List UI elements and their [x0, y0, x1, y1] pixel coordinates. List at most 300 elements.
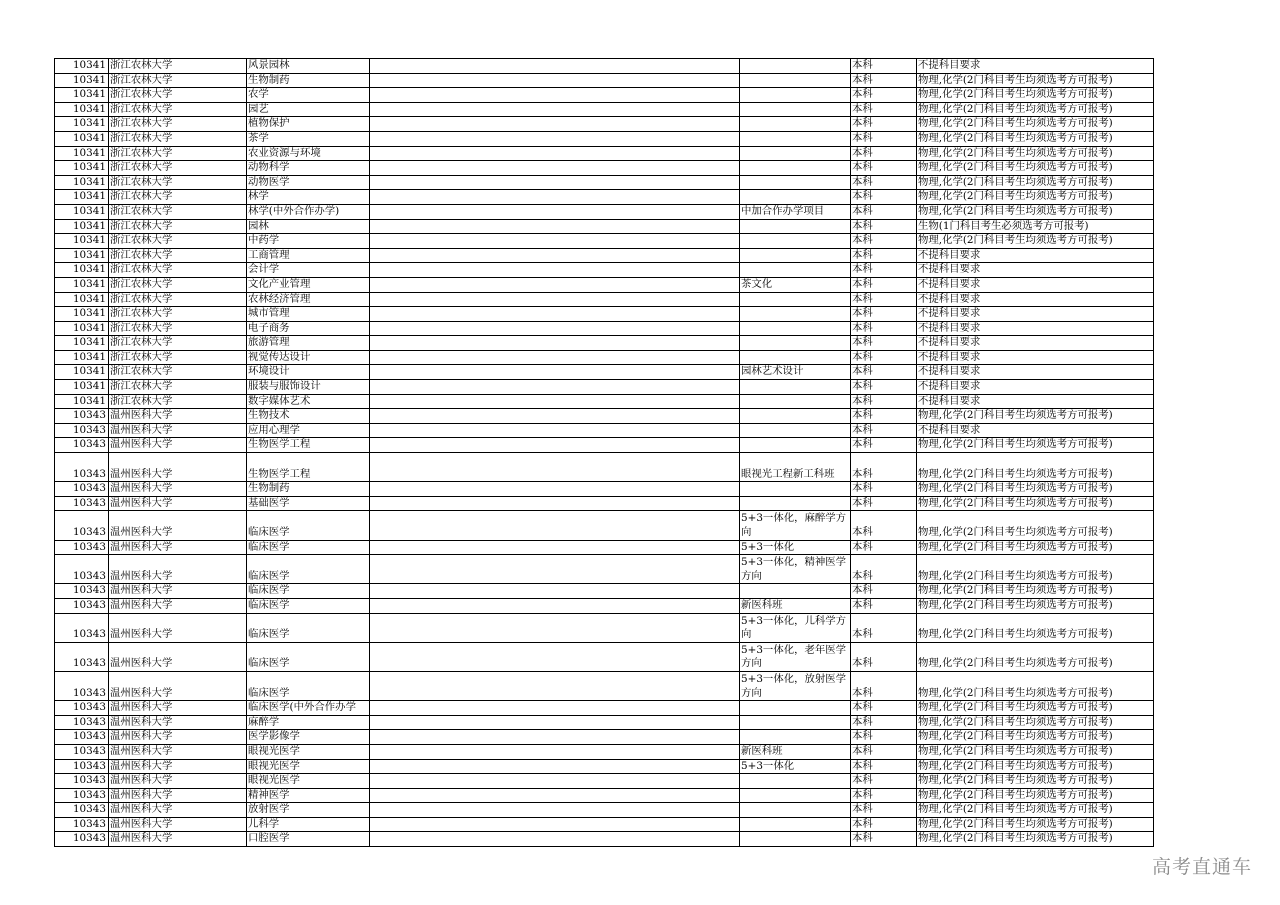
school-name-cell: 浙江农林大学: [109, 146, 247, 161]
major-name-cell: 园林: [247, 219, 370, 234]
level-cell: 本科: [851, 642, 917, 671]
table-row: [55, 307, 1154, 322]
major-name-cell: 林学: [247, 190, 370, 205]
school-code-cell: 10341: [55, 380, 109, 395]
major-note-cell: 眼视光工程新工科班: [740, 453, 851, 482]
school-name-cell: 浙江农林大学: [109, 380, 247, 395]
subject-requirement-cell: 物理,化学(2门科目考生均须选考方可报考): [917, 715, 1154, 730]
subject-requirement-cell: 物理,化学(2门科目考生均须选考方可报考): [917, 117, 1154, 132]
subject-requirement-cell: 物理,化学(2门科目考生均须选考方可报考): [917, 774, 1154, 789]
subject-requirement-cell: 物理,化学(2门科目考生均须选考方可报考): [917, 453, 1154, 482]
major-name-cell: 文化产业管理: [247, 277, 370, 292]
subject-requirement-cell: 物理,化学(2门科目考生均须选考方可报考): [917, 730, 1154, 745]
table-row: [55, 350, 1154, 365]
subject-requirement-cell: 物理,化学(2门科目考生均须选考方可报考): [917, 540, 1154, 555]
empty-cell: [370, 701, 740, 716]
major-name-cell: 工商管理: [247, 248, 370, 263]
school-code-cell: 10341: [55, 161, 109, 176]
school-name-cell: 浙江农林大学: [109, 263, 247, 278]
school-name-cell: 温州医科大学: [109, 744, 247, 759]
major-name-cell: 茶学: [247, 131, 370, 146]
empty-cell: [370, 234, 740, 249]
school-name-cell: 温州医科大学: [109, 817, 247, 832]
school-name-cell: 浙江农林大学: [109, 88, 247, 103]
table-body: [55, 59, 1154, 847]
empty-cell: [370, 511, 740, 540]
empty-cell: [370, 817, 740, 832]
school-code-cell: 10341: [55, 292, 109, 307]
major-note-cell: [740, 102, 851, 117]
subject-requirement-cell: 不提科目要求: [917, 59, 1154, 74]
school-code-cell: 10341: [55, 350, 109, 365]
table-row: [55, 817, 1154, 832]
school-name-cell: 浙江农林大学: [109, 204, 247, 219]
empty-cell: [370, 117, 740, 132]
major-note-cell: [740, 832, 851, 847]
level-cell: 本科: [851, 292, 917, 307]
level-cell: 本科: [851, 73, 917, 88]
empty-cell: [370, 277, 740, 292]
major-note-cell: 5+3一体化，儿科学方向: [740, 613, 851, 642]
empty-cell: [370, 453, 740, 482]
subject-requirement-cell: 不提科目要求: [917, 423, 1154, 438]
major-name-cell: 儿科学: [247, 817, 370, 832]
school-code-cell: 10341: [55, 73, 109, 88]
major-note-cell: 5+3一体化，麻醉学方向: [740, 511, 851, 540]
table-row: [55, 336, 1154, 351]
table-row: [55, 321, 1154, 336]
level-cell: 本科: [851, 277, 917, 292]
school-name-cell: 浙江农林大学: [109, 131, 247, 146]
major-note-cell: [740, 496, 851, 511]
table-row: [55, 540, 1154, 555]
subject-requirement-cell: 物理,化学(2门科目考生均须选考方可报考): [917, 671, 1154, 700]
level-cell: 本科: [851, 832, 917, 847]
table-row: [55, 642, 1154, 671]
level-cell: 本科: [851, 438, 917, 453]
school-name-cell: 温州医科大学: [109, 453, 247, 482]
major-note-cell: [740, 161, 851, 176]
table-row: [55, 730, 1154, 745]
major-note-cell: [740, 131, 851, 146]
school-code-cell: 10343: [55, 730, 109, 745]
table-row: [55, 701, 1154, 716]
school-name-cell: 温州医科大学: [109, 671, 247, 700]
major-name-cell: 园艺: [247, 102, 370, 117]
school-code-cell: 10341: [55, 59, 109, 74]
school-name-cell: 浙江农林大学: [109, 321, 247, 336]
major-note-cell: [740, 394, 851, 409]
table-row: [55, 832, 1154, 847]
empty-cell: [370, 788, 740, 803]
school-code-cell: 10341: [55, 263, 109, 278]
school-code-cell: 10341: [55, 131, 109, 146]
empty-cell: [370, 555, 740, 584]
level-cell: 本科: [851, 248, 917, 263]
level-cell: 本科: [851, 175, 917, 190]
level-cell: 本科: [851, 482, 917, 497]
school-code-cell: 10341: [55, 277, 109, 292]
admission-requirements-table: [54, 58, 1154, 847]
level-cell: 本科: [851, 146, 917, 161]
major-note-cell: [740, 730, 851, 745]
subject-requirement-cell: 物理,化学(2门科目考生均须选考方可报考): [917, 803, 1154, 818]
major-note-cell: 新医科班: [740, 744, 851, 759]
empty-cell: [370, 540, 740, 555]
empty-cell: [370, 219, 740, 234]
major-name-cell: 眼视光医学: [247, 744, 370, 759]
school-name-cell: 温州医科大学: [109, 803, 247, 818]
major-note-cell: [740, 438, 851, 453]
table-row: [55, 190, 1154, 205]
level-cell: 本科: [851, 409, 917, 424]
empty-cell: [370, 73, 740, 88]
major-name-cell: 医学影像学: [247, 730, 370, 745]
school-code-cell: 10343: [55, 832, 109, 847]
school-code-cell: 10343: [55, 438, 109, 453]
table-row: [55, 423, 1154, 438]
school-name-cell: 温州医科大学: [109, 540, 247, 555]
major-name-cell: 林学(中外合作办学): [247, 204, 370, 219]
table-row: [55, 248, 1154, 263]
school-code-cell: 10341: [55, 394, 109, 409]
major-note-cell: 5+3一体化，老年医学方向: [740, 642, 851, 671]
school-name-cell: 温州医科大学: [109, 423, 247, 438]
major-note-cell: [740, 263, 851, 278]
empty-cell: [370, 394, 740, 409]
school-code-cell: 10343: [55, 701, 109, 716]
level-cell: 本科: [851, 613, 917, 642]
empty-cell: [370, 161, 740, 176]
school-code-cell: 10343: [55, 774, 109, 789]
school-code-cell: 10341: [55, 234, 109, 249]
subject-requirement-cell: 不提科目要求: [917, 350, 1154, 365]
school-code-cell: 10343: [55, 744, 109, 759]
major-note-cell: [740, 73, 851, 88]
school-name-cell: 温州医科大学: [109, 715, 247, 730]
level-cell: 本科: [851, 88, 917, 103]
table-row: [55, 380, 1154, 395]
school-name-cell: 温州医科大学: [109, 701, 247, 716]
major-name-cell: 环境设计: [247, 365, 370, 380]
major-note-cell: [740, 219, 851, 234]
school-code-cell: 10341: [55, 204, 109, 219]
major-note-cell: [740, 321, 851, 336]
subject-requirement-cell: 物理,化学(2门科目考生均须选考方可报考): [917, 832, 1154, 847]
level-cell: 本科: [851, 117, 917, 132]
subject-requirement-cell: 物理,化学(2门科目考生均须选考方可报考): [917, 161, 1154, 176]
school-code-cell: 10341: [55, 146, 109, 161]
level-cell: 本科: [851, 59, 917, 74]
school-name-cell: 温州医科大学: [109, 438, 247, 453]
major-name-cell: 旅游管理: [247, 336, 370, 351]
school-name-cell: 浙江农林大学: [109, 190, 247, 205]
level-cell: 本科: [851, 336, 917, 351]
level-cell: 本科: [851, 380, 917, 395]
empty-cell: [370, 744, 740, 759]
major-name-cell: 精神医学: [247, 788, 370, 803]
school-code-cell: 10343: [55, 511, 109, 540]
empty-cell: [370, 102, 740, 117]
school-code-cell: 10343: [55, 453, 109, 482]
table-row: [55, 598, 1154, 613]
school-code-cell: 10341: [55, 190, 109, 205]
table-row: [55, 671, 1154, 700]
major-name-cell: 数字媒体艺术: [247, 394, 370, 409]
major-note-cell: [740, 190, 851, 205]
level-cell: 本科: [851, 307, 917, 322]
empty-cell: [370, 774, 740, 789]
school-code-cell: 10343: [55, 788, 109, 803]
subject-requirement-cell: 不提科目要求: [917, 365, 1154, 380]
school-name-cell: 浙江农林大学: [109, 73, 247, 88]
subject-requirement-cell: 不提科目要求: [917, 394, 1154, 409]
subject-requirement-cell: 物理,化学(2门科目考生均须选考方可报考): [917, 642, 1154, 671]
table-row: [55, 117, 1154, 132]
major-note-cell: 新医科班: [740, 598, 851, 613]
school-code-cell: 10341: [55, 321, 109, 336]
table-row: [55, 292, 1154, 307]
table-row: [55, 365, 1154, 380]
major-name-cell: 电子商务: [247, 321, 370, 336]
level-cell: 本科: [851, 803, 917, 818]
table-row: [55, 438, 1154, 453]
school-name-cell: 浙江农林大学: [109, 365, 247, 380]
major-name-cell: 基础医学: [247, 496, 370, 511]
school-name-cell: 浙江农林大学: [109, 307, 247, 322]
school-code-cell: 10343: [55, 715, 109, 730]
subject-requirement-cell: 不提科目要求: [917, 380, 1154, 395]
school-name-cell: 浙江农林大学: [109, 248, 247, 263]
table-row: [55, 263, 1154, 278]
major-name-cell: 动物科学: [247, 161, 370, 176]
table-row: [55, 88, 1154, 103]
school-code-cell: 10343: [55, 671, 109, 700]
major-name-cell: 会计学: [247, 263, 370, 278]
empty-cell: [370, 759, 740, 774]
major-name-cell: 生物制药: [247, 73, 370, 88]
subject-requirement-cell: 物理,化学(2门科目考生均须选考方可报考): [917, 409, 1154, 424]
major-note-cell: [740, 701, 851, 716]
major-note-cell: [740, 774, 851, 789]
level-cell: 本科: [851, 394, 917, 409]
school-name-cell: 浙江农林大学: [109, 117, 247, 132]
major-note-cell: [740, 803, 851, 818]
empty-cell: [370, 584, 740, 599]
empty-cell: [370, 204, 740, 219]
subject-requirement-cell: 物理,化学(2门科目考生均须选考方可报考): [917, 584, 1154, 599]
subject-requirement-cell: 物理,化学(2门科目考生均须选考方可报考): [917, 190, 1154, 205]
school-code-cell: 10343: [55, 759, 109, 774]
subject-requirement-cell: 生物(1门科目考生必须选考方可报考): [917, 219, 1154, 234]
subject-requirement-cell: 物理,化学(2门科目考生均须选考方可报考): [917, 701, 1154, 716]
school-code-cell: 10343: [55, 613, 109, 642]
major-name-cell: 放射医学: [247, 803, 370, 818]
empty-cell: [370, 88, 740, 103]
level-cell: 本科: [851, 234, 917, 249]
major-note-cell: 中加合作办学项目: [740, 204, 851, 219]
major-note-cell: [740, 88, 851, 103]
subject-requirement-cell: 物理,化学(2门科目考生均须选考方可报考): [917, 482, 1154, 497]
table-row: [55, 774, 1154, 789]
major-note-cell: [740, 117, 851, 132]
level-cell: 本科: [851, 365, 917, 380]
major-note-cell: [740, 234, 851, 249]
major-name-cell: 临床医学: [247, 511, 370, 540]
table-row: [55, 511, 1154, 540]
major-name-cell: 临床医学: [247, 613, 370, 642]
school-code-cell: 10343: [55, 803, 109, 818]
school-code-cell: 10341: [55, 102, 109, 117]
empty-cell: [370, 671, 740, 700]
major-name-cell: 临床医学(中外合作办学: [247, 701, 370, 716]
school-code-cell: 10341: [55, 248, 109, 263]
level-cell: 本科: [851, 788, 917, 803]
school-code-cell: 10343: [55, 423, 109, 438]
school-code-cell: 10343: [55, 496, 109, 511]
major-note-cell: [740, 423, 851, 438]
subject-requirement-cell: 不提科目要求: [917, 307, 1154, 322]
major-note-cell: [740, 817, 851, 832]
school-code-cell: 10341: [55, 88, 109, 103]
major-name-cell: 眼视光医学: [247, 774, 370, 789]
subject-requirement-cell: 物理,化学(2门科目考生均须选考方可报考): [917, 131, 1154, 146]
table-row: [55, 803, 1154, 818]
empty-cell: [370, 642, 740, 671]
major-name-cell: 农林经济管理: [247, 292, 370, 307]
subject-requirement-cell: 物理,化学(2门科目考生均须选考方可报考): [917, 496, 1154, 511]
table-row: [55, 715, 1154, 730]
major-name-cell: 城市管理: [247, 307, 370, 322]
subject-requirement-cell: 物理,化学(2门科目考生均须选考方可报考): [917, 613, 1154, 642]
major-name-cell: 临床医学: [247, 598, 370, 613]
level-cell: 本科: [851, 321, 917, 336]
major-note-cell: [740, 307, 851, 322]
empty-cell: [370, 730, 740, 745]
level-cell: 本科: [851, 584, 917, 599]
school-name-cell: 温州医科大学: [109, 788, 247, 803]
empty-cell: [370, 292, 740, 307]
school-name-cell: 温州医科大学: [109, 642, 247, 671]
major-name-cell: 生物医学工程: [247, 438, 370, 453]
empty-cell: [370, 321, 740, 336]
school-name-cell: 浙江农林大学: [109, 219, 247, 234]
level-cell: 本科: [851, 161, 917, 176]
major-name-cell: 麻醉学: [247, 715, 370, 730]
table-row: [55, 482, 1154, 497]
major-note-cell: [740, 788, 851, 803]
subject-requirement-cell: 物理,化学(2门科目考生均须选考方可报考): [917, 438, 1154, 453]
empty-cell: [370, 496, 740, 511]
empty-cell: [370, 248, 740, 263]
major-note-cell: [740, 584, 851, 599]
major-name-cell: 临床医学: [247, 671, 370, 700]
major-name-cell: 农学: [247, 88, 370, 103]
empty-cell: [370, 336, 740, 351]
subject-requirement-cell: 物理,化学(2门科目考生均须选考方可报考): [917, 511, 1154, 540]
subject-requirement-cell: 不提科目要求: [917, 248, 1154, 263]
school-name-cell: 温州医科大学: [109, 584, 247, 599]
school-code-cell: 10343: [55, 642, 109, 671]
empty-cell: [370, 482, 740, 497]
level-cell: 本科: [851, 263, 917, 278]
school-name-cell: 温州医科大学: [109, 774, 247, 789]
major-name-cell: 视觉传达设计: [247, 350, 370, 365]
major-note-cell: 茶文化: [740, 277, 851, 292]
table-row: [55, 234, 1154, 249]
major-note-cell: [740, 146, 851, 161]
empty-cell: [370, 832, 740, 847]
level-cell: 本科: [851, 759, 917, 774]
level-cell: 本科: [851, 131, 917, 146]
major-note-cell: 5+3一体化: [740, 759, 851, 774]
major-name-cell: 生物医学工程: [247, 453, 370, 482]
major-name-cell: 动物医学: [247, 175, 370, 190]
subject-requirement-cell: 物理,化学(2门科目考生均须选考方可报考): [917, 73, 1154, 88]
major-name-cell: 临床医学: [247, 642, 370, 671]
subject-requirement-cell: 不提科目要求: [917, 321, 1154, 336]
school-name-cell: 浙江农林大学: [109, 59, 247, 74]
level-cell: 本科: [851, 715, 917, 730]
major-name-cell: 农业资源与环境: [247, 146, 370, 161]
empty-cell: [370, 803, 740, 818]
school-name-cell: 温州医科大学: [109, 759, 247, 774]
table-row: [55, 584, 1154, 599]
major-name-cell: 临床医学: [247, 540, 370, 555]
empty-cell: [370, 365, 740, 380]
subject-requirement-cell: 物理,化学(2门科目考生均须选考方可报考): [917, 555, 1154, 584]
empty-cell: [370, 59, 740, 74]
school-name-cell: 浙江农林大学: [109, 175, 247, 190]
school-code-cell: 10343: [55, 584, 109, 599]
major-note-cell: [740, 336, 851, 351]
subject-requirement-cell: 不提科目要求: [917, 277, 1154, 292]
table-row: [55, 175, 1154, 190]
school-code-cell: 10343: [55, 555, 109, 584]
empty-cell: [370, 613, 740, 642]
major-name-cell: 应用心理学: [247, 423, 370, 438]
school-code-cell: 10343: [55, 409, 109, 424]
school-name-cell: 温州医科大学: [109, 555, 247, 584]
level-cell: 本科: [851, 730, 917, 745]
school-code-cell: 10341: [55, 307, 109, 322]
subject-requirement-cell: 不提科目要求: [917, 292, 1154, 307]
level-cell: 本科: [851, 540, 917, 555]
school-name-cell: 浙江农林大学: [109, 292, 247, 307]
school-name-cell: 浙江农林大学: [109, 234, 247, 249]
school-code-cell: 10343: [55, 598, 109, 613]
empty-cell: [370, 438, 740, 453]
major-name-cell: 生物技术: [247, 409, 370, 424]
level-cell: 本科: [851, 701, 917, 716]
school-code-cell: 10343: [55, 540, 109, 555]
major-name-cell: 中药学: [247, 234, 370, 249]
major-name-cell: 植物保护: [247, 117, 370, 132]
table-row: [55, 131, 1154, 146]
subject-requirement-cell: 物理,化学(2门科目考生均须选考方可报考): [917, 788, 1154, 803]
school-name-cell: 温州医科大学: [109, 598, 247, 613]
subject-requirement-cell: 物理,化学(2门科目考生均须选考方可报考): [917, 204, 1154, 219]
major-name-cell: 临床医学: [247, 555, 370, 584]
school-name-cell: 浙江农林大学: [109, 277, 247, 292]
table-row: [55, 788, 1154, 803]
school-name-cell: 浙江农林大学: [109, 336, 247, 351]
major-name-cell: 口腔医学: [247, 832, 370, 847]
school-name-cell: 温州医科大学: [109, 613, 247, 642]
watermark-text: 高考直通车: [1151, 856, 1252, 878]
level-cell: 本科: [851, 598, 917, 613]
school-name-cell: 温州医科大学: [109, 511, 247, 540]
